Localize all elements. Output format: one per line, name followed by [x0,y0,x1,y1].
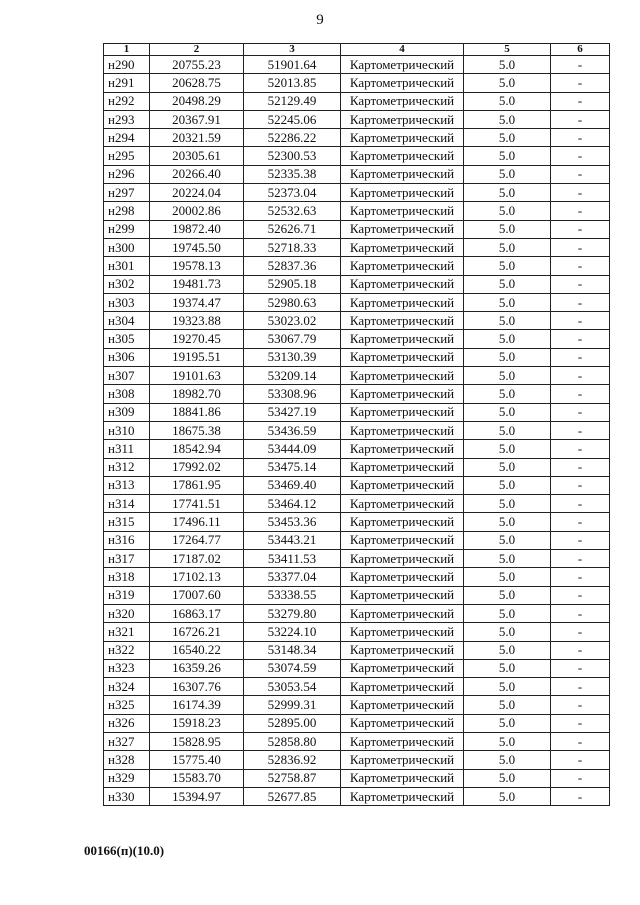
point-id-cell: н304 [104,312,150,330]
point-id-cell: н329 [104,769,150,787]
accuracy-cell: 5.0 [464,440,551,458]
table-row [104,74,610,92]
x-coordinate-cell: 15775.40 [150,751,244,769]
table-row [104,568,610,586]
accuracy-cell: 5.0 [464,787,551,805]
method-cell: Картометрический [341,92,464,110]
point-id-cell: н291 [104,74,150,92]
accuracy-cell: 5.0 [464,550,551,568]
method-cell: Картометрический [341,714,464,732]
method-cell: Картометрический [341,312,464,330]
method-cell: Картометрический [341,531,464,549]
point-id-cell: н306 [104,348,150,366]
y-coordinate-cell: 53411.53 [244,550,341,568]
x-coordinate-cell: 15918.23 [150,714,244,732]
accuracy-cell: 5.0 [464,330,551,348]
accuracy-cell: 5.0 [464,165,551,183]
x-coordinate-cell: 20321.59 [150,129,244,147]
y-coordinate-cell: 51901.64 [244,56,341,74]
accuracy-cell: 5.0 [464,220,551,238]
accuracy-cell: 5.0 [464,421,551,439]
point-id-cell: н330 [104,787,150,805]
note-cell: - [551,74,610,92]
point-id-cell: н325 [104,696,150,714]
point-id-cell: н301 [104,257,150,275]
table-row [104,129,610,147]
accuracy-cell: 5.0 [464,238,551,256]
point-id-cell: н316 [104,531,150,549]
x-coordinate-cell: 18841.86 [150,403,244,421]
point-id-cell: н320 [104,604,150,622]
accuracy-cell: 5.0 [464,385,551,403]
table-row [104,641,610,659]
y-coordinate-cell: 52626.71 [244,220,341,238]
point-id-cell: н297 [104,184,150,202]
y-coordinate-cell: 52532.63 [244,202,341,220]
table-row [104,714,610,732]
table-row [104,257,610,275]
y-coordinate-cell: 53279.80 [244,604,341,622]
x-coordinate-cell: 16174.39 [150,696,244,714]
x-coordinate-cell: 15583.70 [150,769,244,787]
table-row [104,623,610,641]
point-id-cell: н298 [104,202,150,220]
accuracy-cell: 5.0 [464,476,551,494]
method-cell: Картометрический [341,787,464,805]
note-cell: - [551,348,610,366]
table-row [104,458,610,476]
point-id-cell: н327 [104,732,150,750]
accuracy-cell: 5.0 [464,367,551,385]
method-cell: Картометрический [341,129,464,147]
method-cell: Картометрический [341,623,464,641]
note-cell: - [551,220,610,238]
note-cell: - [551,165,610,183]
x-coordinate-cell: 17102.13 [150,568,244,586]
note-cell: - [551,696,610,714]
table-row [104,385,610,403]
note-cell: - [551,659,610,677]
note-cell: - [551,531,610,549]
note-cell: - [551,421,610,439]
table-row [104,550,610,568]
table-row [104,787,610,805]
y-coordinate-cell: 53148.34 [244,641,341,659]
point-id-cell: н322 [104,641,150,659]
point-id-cell: н323 [104,659,150,677]
method-cell: Картометрический [341,293,464,311]
accuracy-cell: 5.0 [464,659,551,677]
table-row [104,604,610,622]
method-cell: Картометрический [341,348,464,366]
table-row [104,696,610,714]
x-coordinate-cell: 16863.17 [150,604,244,622]
x-coordinate-cell: 20628.75 [150,74,244,92]
boundary-points-table [103,43,610,806]
point-id-cell: н324 [104,678,150,696]
table-row [104,312,610,330]
point-id-cell: н307 [104,367,150,385]
accuracy-cell: 5.0 [464,623,551,641]
page-number: 9 [316,12,324,28]
accuracy-cell: 5.0 [464,586,551,604]
note-cell: - [551,110,610,128]
method-cell: Картометрический [341,330,464,348]
y-coordinate-cell: 52013.85 [244,74,341,92]
y-coordinate-cell: 52373.04 [244,184,341,202]
accuracy-cell: 5.0 [464,202,551,220]
note-cell: - [551,238,610,256]
y-coordinate-cell: 53308.96 [244,385,341,403]
accuracy-cell: 5.0 [464,348,551,366]
x-coordinate-cell: 19195.51 [150,348,244,366]
x-coordinate-cell: 19578.13 [150,257,244,275]
table-body [104,56,610,806]
x-coordinate-cell: 15394.97 [150,787,244,805]
note-cell: - [551,641,610,659]
point-id-cell: н312 [104,458,150,476]
y-coordinate-cell: 53130.39 [244,348,341,366]
point-id-cell: н295 [104,147,150,165]
accuracy-cell: 5.0 [464,641,551,659]
x-coordinate-cell: 19101.63 [150,367,244,385]
method-cell: Картометрический [341,751,464,769]
table-row [104,184,610,202]
x-coordinate-cell: 20002.86 [150,202,244,220]
point-id-cell: н290 [104,56,150,74]
point-id-cell: н300 [104,238,150,256]
x-coordinate-cell: 20367.91 [150,110,244,128]
x-coordinate-cell: 20224.04 [150,184,244,202]
y-coordinate-cell: 52895.00 [244,714,341,732]
point-id-cell: н318 [104,568,150,586]
y-coordinate-cell: 52129.49 [244,92,341,110]
accuracy-cell: 5.0 [464,147,551,165]
table-row [104,421,610,439]
x-coordinate-cell: 15828.95 [150,732,244,750]
note-cell: - [551,184,610,202]
y-coordinate-cell: 52999.31 [244,696,341,714]
y-coordinate-cell: 53209.14 [244,367,341,385]
y-coordinate-cell: 52837.36 [244,257,341,275]
y-coordinate-cell: 53453.36 [244,513,341,531]
table-row [104,495,610,513]
point-id-cell: н308 [104,385,150,403]
accuracy-cell: 5.0 [464,129,551,147]
note-cell: - [551,550,610,568]
y-coordinate-cell: 53443.21 [244,531,341,549]
y-coordinate-cell: 53377.04 [244,568,341,586]
x-coordinate-cell: 20305.61 [150,147,244,165]
method-cell: Картометрический [341,56,464,74]
table-row [104,348,610,366]
note-cell: - [551,714,610,732]
accuracy-cell: 5.0 [464,678,551,696]
method-cell: Картометрический [341,440,464,458]
note-cell: - [551,129,610,147]
note-cell: - [551,293,610,311]
point-id-cell: н302 [104,275,150,293]
table-row [104,202,610,220]
method-cell: Картометрический [341,495,464,513]
y-coordinate-cell: 52980.63 [244,293,341,311]
y-coordinate-cell: 52300.53 [244,147,341,165]
column-header: 4 [341,44,464,56]
method-cell: Картометрический [341,769,464,787]
y-coordinate-cell: 52718.33 [244,238,341,256]
y-coordinate-cell: 52858.80 [244,732,341,750]
x-coordinate-cell: 16359.26 [150,659,244,677]
method-cell: Картометрический [341,238,464,256]
point-id-cell: н293 [104,110,150,128]
point-id-cell: н299 [104,220,150,238]
table-row [104,220,610,238]
x-coordinate-cell: 18675.38 [150,421,244,439]
y-coordinate-cell: 53053.54 [244,678,341,696]
x-coordinate-cell: 20755.23 [150,56,244,74]
x-coordinate-cell: 16540.22 [150,641,244,659]
accuracy-cell: 5.0 [464,604,551,622]
table-row [104,531,610,549]
method-cell: Картометрический [341,165,464,183]
y-coordinate-cell: 52836.92 [244,751,341,769]
table-row [104,92,610,110]
point-id-cell: н328 [104,751,150,769]
table-row [104,238,610,256]
x-coordinate-cell: 18982.70 [150,385,244,403]
y-coordinate-cell: 52905.18 [244,275,341,293]
y-coordinate-cell: 52335.38 [244,165,341,183]
method-cell: Картометрический [341,74,464,92]
table-row [104,659,610,677]
x-coordinate-cell: 18542.94 [150,440,244,458]
y-coordinate-cell: 53444.09 [244,440,341,458]
method-cell: Картометрический [341,385,464,403]
accuracy-cell: 5.0 [464,74,551,92]
x-coordinate-cell: 19270.45 [150,330,244,348]
note-cell: - [551,367,610,385]
table-row [104,147,610,165]
x-coordinate-cell: 19745.50 [150,238,244,256]
accuracy-cell: 5.0 [464,751,551,769]
point-id-cell: н313 [104,476,150,494]
method-cell: Картометрический [341,110,464,128]
table-row [104,513,610,531]
accuracy-cell: 5.0 [464,714,551,732]
point-id-cell: н303 [104,293,150,311]
method-cell: Картометрический [341,659,464,677]
method-cell: Картометрический [341,403,464,421]
y-coordinate-cell: 52245.06 [244,110,341,128]
accuracy-cell: 5.0 [464,110,551,128]
accuracy-cell: 5.0 [464,513,551,531]
note-cell: - [551,147,610,165]
note-cell: - [551,623,610,641]
table-row [104,440,610,458]
y-coordinate-cell: 53074.59 [244,659,341,677]
point-id-cell: н305 [104,330,150,348]
note-cell: - [551,56,610,74]
method-cell: Картометрический [341,275,464,293]
accuracy-cell: 5.0 [464,184,551,202]
method-cell: Картометрический [341,202,464,220]
document-code: 00166(п)(10.0) [84,843,165,858]
accuracy-cell: 5.0 [464,56,551,74]
method-cell: Картометрический [341,568,464,586]
y-coordinate-cell: 52758.87 [244,769,341,787]
point-id-cell: н309 [104,403,150,421]
accuracy-cell: 5.0 [464,257,551,275]
x-coordinate-cell: 17861.95 [150,476,244,494]
method-cell: Картометрический [341,458,464,476]
x-coordinate-cell: 17741.51 [150,495,244,513]
accuracy-cell: 5.0 [464,275,551,293]
note-cell: - [551,495,610,513]
point-id-cell: н314 [104,495,150,513]
table-row [104,330,610,348]
method-cell: Картометрический [341,421,464,439]
column-header: 2 [150,44,244,56]
method-cell: Картометрический [341,367,464,385]
x-coordinate-cell: 16307.76 [150,678,244,696]
x-coordinate-cell: 16726.21 [150,623,244,641]
x-coordinate-cell: 19481.73 [150,275,244,293]
table-row [104,367,610,385]
x-coordinate-cell: 17187.02 [150,550,244,568]
method-cell: Картометрический [341,732,464,750]
point-id-cell: н321 [104,623,150,641]
column-header: 1 [104,44,150,56]
x-coordinate-cell: 19374.47 [150,293,244,311]
table-row [104,275,610,293]
y-coordinate-cell: 53464.12 [244,495,341,513]
y-coordinate-cell: 53427.19 [244,403,341,421]
table-row [104,586,610,604]
point-id-cell: н326 [104,714,150,732]
table-row [104,751,610,769]
y-coordinate-cell: 53436.59 [244,421,341,439]
note-cell: - [551,604,610,622]
column-header: 3 [244,44,341,56]
accuracy-cell: 5.0 [464,732,551,750]
note-cell: - [551,568,610,586]
point-id-cell: н315 [104,513,150,531]
table-row [104,110,610,128]
note-cell: - [551,751,610,769]
note-cell: - [551,385,610,403]
table-row [104,403,610,421]
note-cell: - [551,312,610,330]
y-coordinate-cell: 53475.14 [244,458,341,476]
note-cell: - [551,403,610,421]
x-coordinate-cell: 19872.40 [150,220,244,238]
y-coordinate-cell: 53023.02 [244,312,341,330]
method-cell: Картометрический [341,604,464,622]
point-id-cell: н294 [104,129,150,147]
y-coordinate-cell: 53469.40 [244,476,341,494]
accuracy-cell: 5.0 [464,531,551,549]
note-cell: - [551,458,610,476]
table-row [104,732,610,750]
method-cell: Картометрический [341,257,464,275]
table-header-row [104,44,610,56]
note-cell: - [551,513,610,531]
note-cell: - [551,202,610,220]
x-coordinate-cell: 17264.77 [150,531,244,549]
accuracy-cell: 5.0 [464,495,551,513]
note-cell: - [551,92,610,110]
x-coordinate-cell: 20498.29 [150,92,244,110]
point-id-cell: н296 [104,165,150,183]
note-cell: - [551,330,610,348]
y-coordinate-cell: 53338.55 [244,586,341,604]
accuracy-cell: 5.0 [464,458,551,476]
table-row [104,769,610,787]
note-cell: - [551,275,610,293]
y-coordinate-cell: 53067.79 [244,330,341,348]
table-row [104,56,610,74]
point-id-cell: н317 [104,550,150,568]
point-id-cell: н310 [104,421,150,439]
note-cell: - [551,586,610,604]
column-header: 5 [464,44,551,56]
method-cell: Картометрический [341,641,464,659]
column-header: 6 [551,44,610,56]
note-cell: - [551,476,610,494]
method-cell: Картометрический [341,220,464,238]
method-cell: Картометрический [341,476,464,494]
x-coordinate-cell: 20266.40 [150,165,244,183]
table-row [104,293,610,311]
accuracy-cell: 5.0 [464,92,551,110]
table-row [104,476,610,494]
accuracy-cell: 5.0 [464,568,551,586]
method-cell: Картометрический [341,678,464,696]
note-cell: - [551,678,610,696]
y-coordinate-cell: 52286.22 [244,129,341,147]
y-coordinate-cell: 53224.10 [244,623,341,641]
point-id-cell: н311 [104,440,150,458]
x-coordinate-cell: 17496.11 [150,513,244,531]
method-cell: Картометрический [341,586,464,604]
method-cell: Картометрический [341,513,464,531]
method-cell: Картометрический [341,184,464,202]
point-id-cell: н292 [104,92,150,110]
note-cell: - [551,440,610,458]
note-cell: - [551,257,610,275]
table-row [104,678,610,696]
x-coordinate-cell: 19323.88 [150,312,244,330]
accuracy-cell: 5.0 [464,312,551,330]
x-coordinate-cell: 17992.02 [150,458,244,476]
point-id-cell: н319 [104,586,150,604]
accuracy-cell: 5.0 [464,769,551,787]
note-cell: - [551,769,610,787]
accuracy-cell: 5.0 [464,403,551,421]
accuracy-cell: 5.0 [464,293,551,311]
method-cell: Картометрический [341,147,464,165]
accuracy-cell: 5.0 [464,696,551,714]
method-cell: Картометрический [341,550,464,568]
note-cell: - [551,787,610,805]
y-coordinate-cell: 52677.85 [244,787,341,805]
table-row [104,165,610,183]
note-cell: - [551,732,610,750]
x-coordinate-cell: 17007.60 [150,586,244,604]
method-cell: Картометрический [341,696,464,714]
